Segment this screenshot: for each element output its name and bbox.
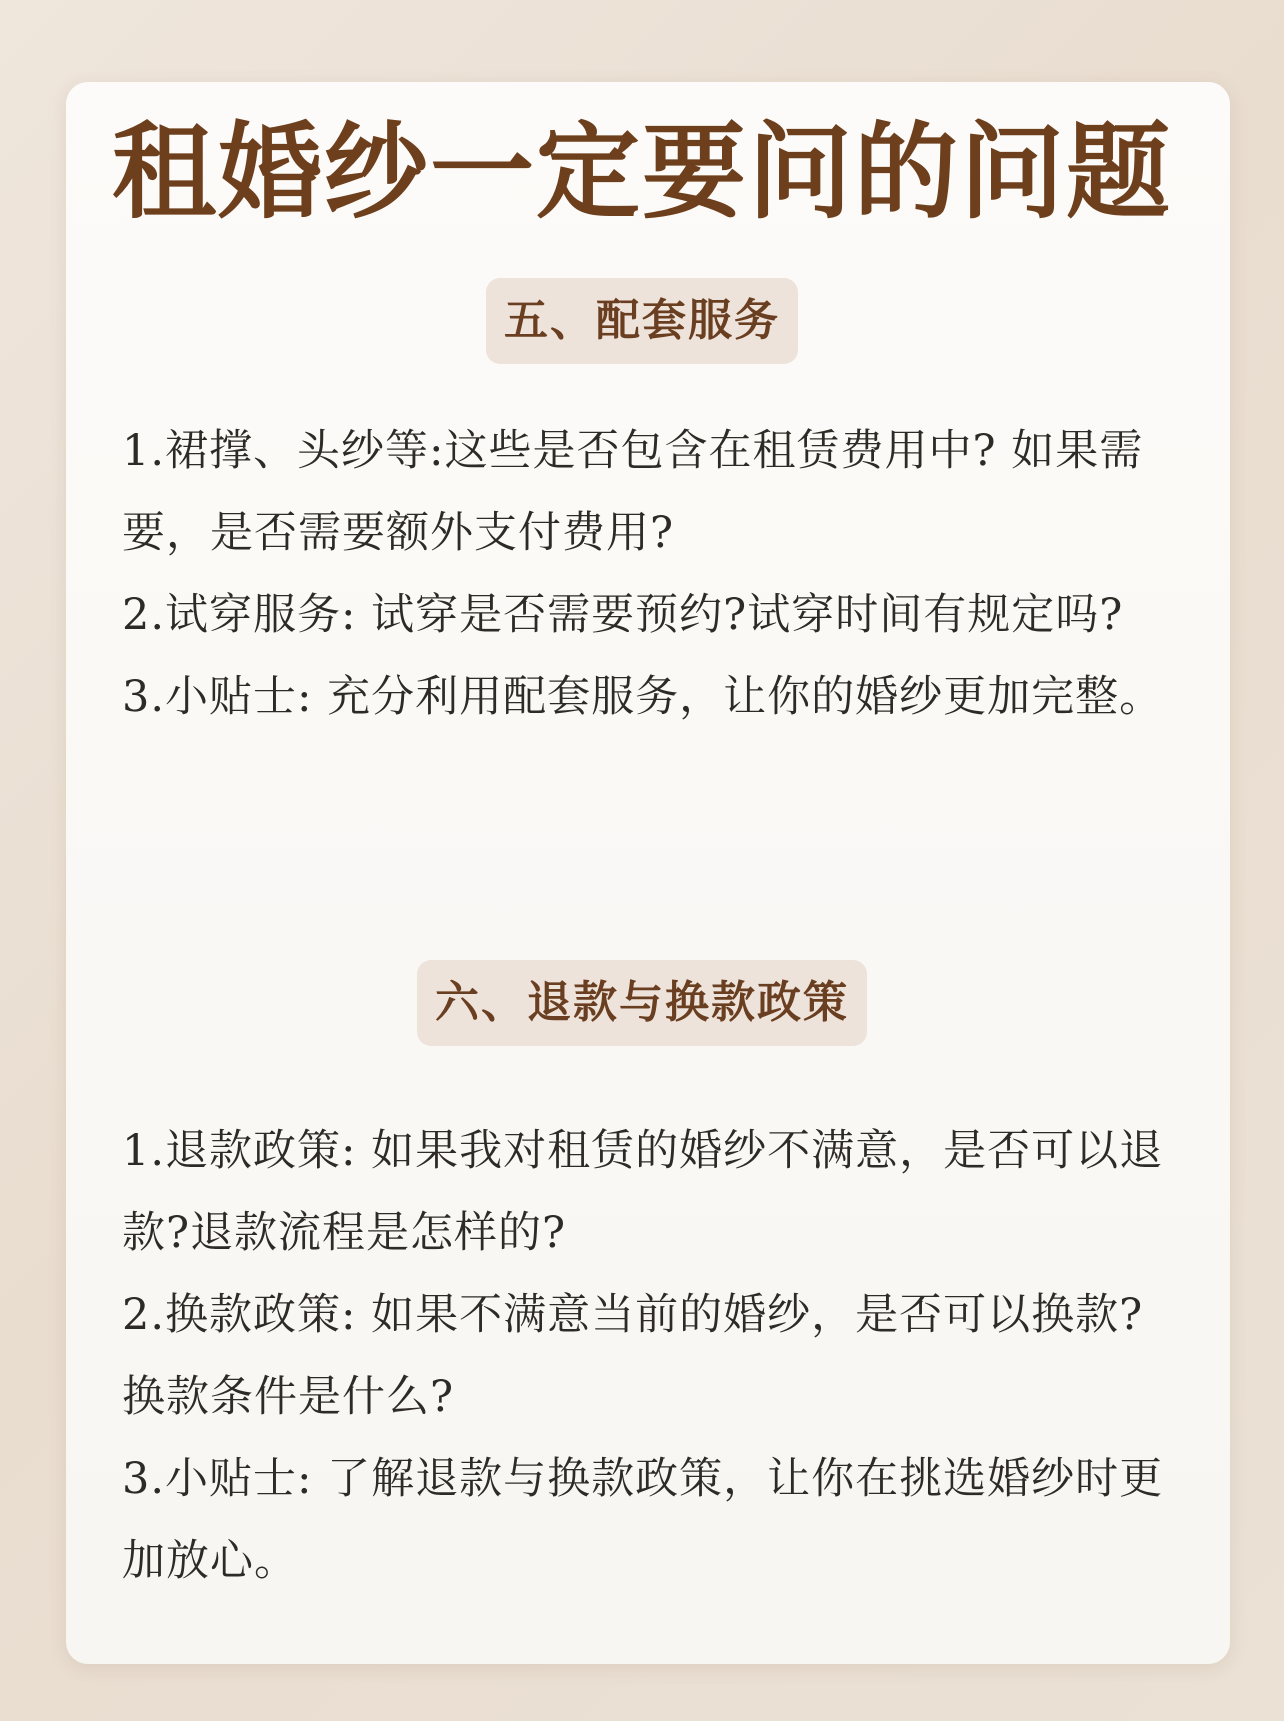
section-heading-service xyxy=(0,278,1284,364)
list-item: 3.小贴士: 充分利用配套服务，让你的婚纱更加完整。 xyxy=(122,672,1164,722)
list-item: 2.换款政策: 如果不满意当前的婚纱，是否可以换款?换款条件是什么? xyxy=(122,1290,1144,1422)
list-item: 1.裙撑、头纱等:这些是否包含在租赁费用中? 如果需要，是否需要额外支付费用? xyxy=(122,426,1144,558)
list-item: 2.试穿服务: 试穿是否需要预约?试穿时间有规定吗? xyxy=(122,590,1124,640)
section-heading-refund xyxy=(0,960,1284,1046)
section-heading-label: 五、配套服务 xyxy=(486,278,798,364)
section-body-service xyxy=(122,410,1182,738)
page-title: 租婚纱一定要问的问题 xyxy=(111,111,1172,233)
section-body-refund xyxy=(122,1110,1182,1602)
list-item: 1.退款政策: 如果我对租赁的婚纱不满意，是否可以退款?退款流程是怎样的? xyxy=(122,1126,1164,1258)
list-item: 3.小贴士: 了解退款与换款政策，让你在挑选婚纱时更加放心。 xyxy=(122,1454,1164,1586)
section-heading-label: 六、退款与换款政策 xyxy=(417,960,867,1046)
